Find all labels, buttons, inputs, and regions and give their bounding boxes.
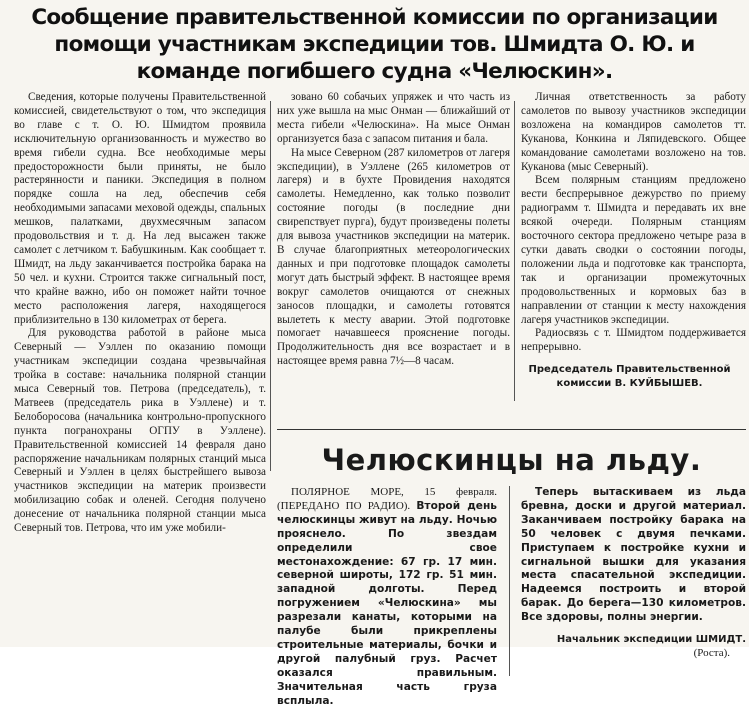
column-3-paragraph: Личная ответственность за работу самолетов по вывозу участников экспедиции возложена на командиров самолетов тт. Куканова, Конкина и Ляпидевского. Общее командование самолетами возложено на тов. Куканова (мыс Северный). xyxy=(521,91,746,173)
column-divider xyxy=(509,486,510,676)
source-credit: (Роста). xyxy=(693,646,730,659)
sub-column-b xyxy=(521,486,746,661)
signature-block xyxy=(521,363,746,391)
sub-headline: Челюскинцы на льду. xyxy=(321,443,702,477)
column-divider xyxy=(270,101,271,471)
column-1-paragraph: Сведения, которые получены Правительственной комиссией, свидетельствуют о том, что экспедиция во главе с т. О. Ю. Шмидтом проявила исключительную организованность и мужество во время гибели судна. Все необходимые меры предосторожности были приняты, не было растерянности и паники. Экспедиция в полном порядке сошла на лед, обеспечив себя необходимыми запасами меховой одежды, спальных мешков, палатками, двухмесячным запасом продовольствия и т. д. На лед высажен также самолет с летчиком т. Бабушкиным. Как сообщает т. Шмидт, на льду заканчивается постройка барака на 50 чел. и кухни. Строится также сигнальный пост, что крайне важно, ибо он поможет найти точное место расположения лагеря, находящегося приблизительно в 130 километрах от берега. xyxy=(14,91,266,326)
column-3 xyxy=(521,91,746,391)
column-1 xyxy=(14,91,266,536)
headline: Сообщение правительственной комиссии по организации помощи участникам экспедиции тов. Шмидта О. Ю. и команде погибшего судна «Челюскин». xyxy=(31,5,718,84)
sub-column-a-text: Второй день челюскинцы живут на льду. Ночью прояснело. По звездам определили свое местонахождение: 67 гр. 17 мин. северной широты, 172 гр. 51 мин. западной долготы. Перед погружением «Челюскина» мы разрезали канаты, которыми на палубе были прикреплены строительные материалы, бочки и другой палубный груз. Расчет оказался правильным. Значительная часть груза всплыла. xyxy=(277,499,497,707)
article-grid xyxy=(8,91,746,707)
column-2-paragraph: зовано 60 собачьих упряжек и что часть из них уже вышла на мыс Онман — ближайший от места гибели «Челюскина». На мысе Онман организуется база с запасом питания и бала. xyxy=(277,91,510,145)
column-divider xyxy=(514,101,515,401)
sub-column-a xyxy=(277,486,497,709)
expedition-signature: Начальник экспедиции ШМИДТ. xyxy=(556,634,746,646)
signature-line-2: комиссии В. КУЙБЫШЕВ. xyxy=(556,378,703,390)
column-2 xyxy=(277,91,510,369)
column-1-paragraph: Для руководства работой в районе мыса Северный — Уэллен по оказанию помощи участникам экспедиции создана чрезвычайная тройка в составе: начальника полярной станции мыса Северный тов. Петрова (председатель), т. Матвеев (председатель рика в Уэллене) и т. Белоборосова (начальника контрольно-пропускного пункта погранохраны ОГПУ в Уэллене). Правительственной комиссией 14 февраля дано распоряжение начальникам полярных станций мыса Северный и Уэллен в целях быстрейшего вывоза участников экспедиции на материк произвести мобилизацию собак и оленей. Сегодня получено донесение от начальника полярной станции мыса Северный тов. Петрова, что им уже мобили- xyxy=(14,327,266,535)
signature-line-1: Председатель Правительственной xyxy=(528,364,731,376)
dateline: ПОЛЯРНОЕ МОРЕ, 15 февраля. (ПЕРЕДАНО ПО РАДИО). xyxy=(277,486,497,512)
sub-article xyxy=(277,429,746,707)
column-3-paragraph: Радиосвязь с т. Шмидтом поддерживается непрерывно. xyxy=(521,327,746,354)
sub-column-b-text: Теперь вытаскиваем из льда бревна, доски и другой материал. Заканчиваем постройку барака на 50 человек с двумя печками. Приступаем к постройке кухни и сигнальной вышки для указания места спасательной экспедиции. Надеемся построить и второй барак. До берега—130 километров. Все здоровы, полны энергии. xyxy=(521,486,746,624)
column-3-paragraph: Всем полярным станциям предложено вести беспрерывное дежурство по приему радиограмм т. Шмидта и передавать их вне всякой очереди. Полярным станциям восточного сектора предложено четыре раза в сутки давать сводки о состоянии погоды, положении льда и подготовке как транспорта, так и организации промежуточных продовольственных и кормовых баз в направлении от станции к месту нахождения лагеря участников экспедиции. xyxy=(521,174,746,326)
column-2-paragraph: На мысе Северном (287 километров от лагеря экспедиции), в Уэллене (265 километров от лагеря) и в бухте Провидения находятся самолеты. Немедленно, как только позволит состояние погоды (в последние дни свирепствует пурга), будут произведены полеты для вывоза участников экспедиции на материк. В случае благоприятных метеорологических данных и при подготовке площадок самолеты могут дать быстрый эффект. В настоящее время вокруг самолетов очищаются от снежных заносов площадки, и самолеты готовятся вылететь к месту аварии. Этой подготовке помогает начавшееся прояснение погоды. Продолжительность дня все возрастает и в настоящее время равна 7½—8 часам. xyxy=(277,146,510,368)
